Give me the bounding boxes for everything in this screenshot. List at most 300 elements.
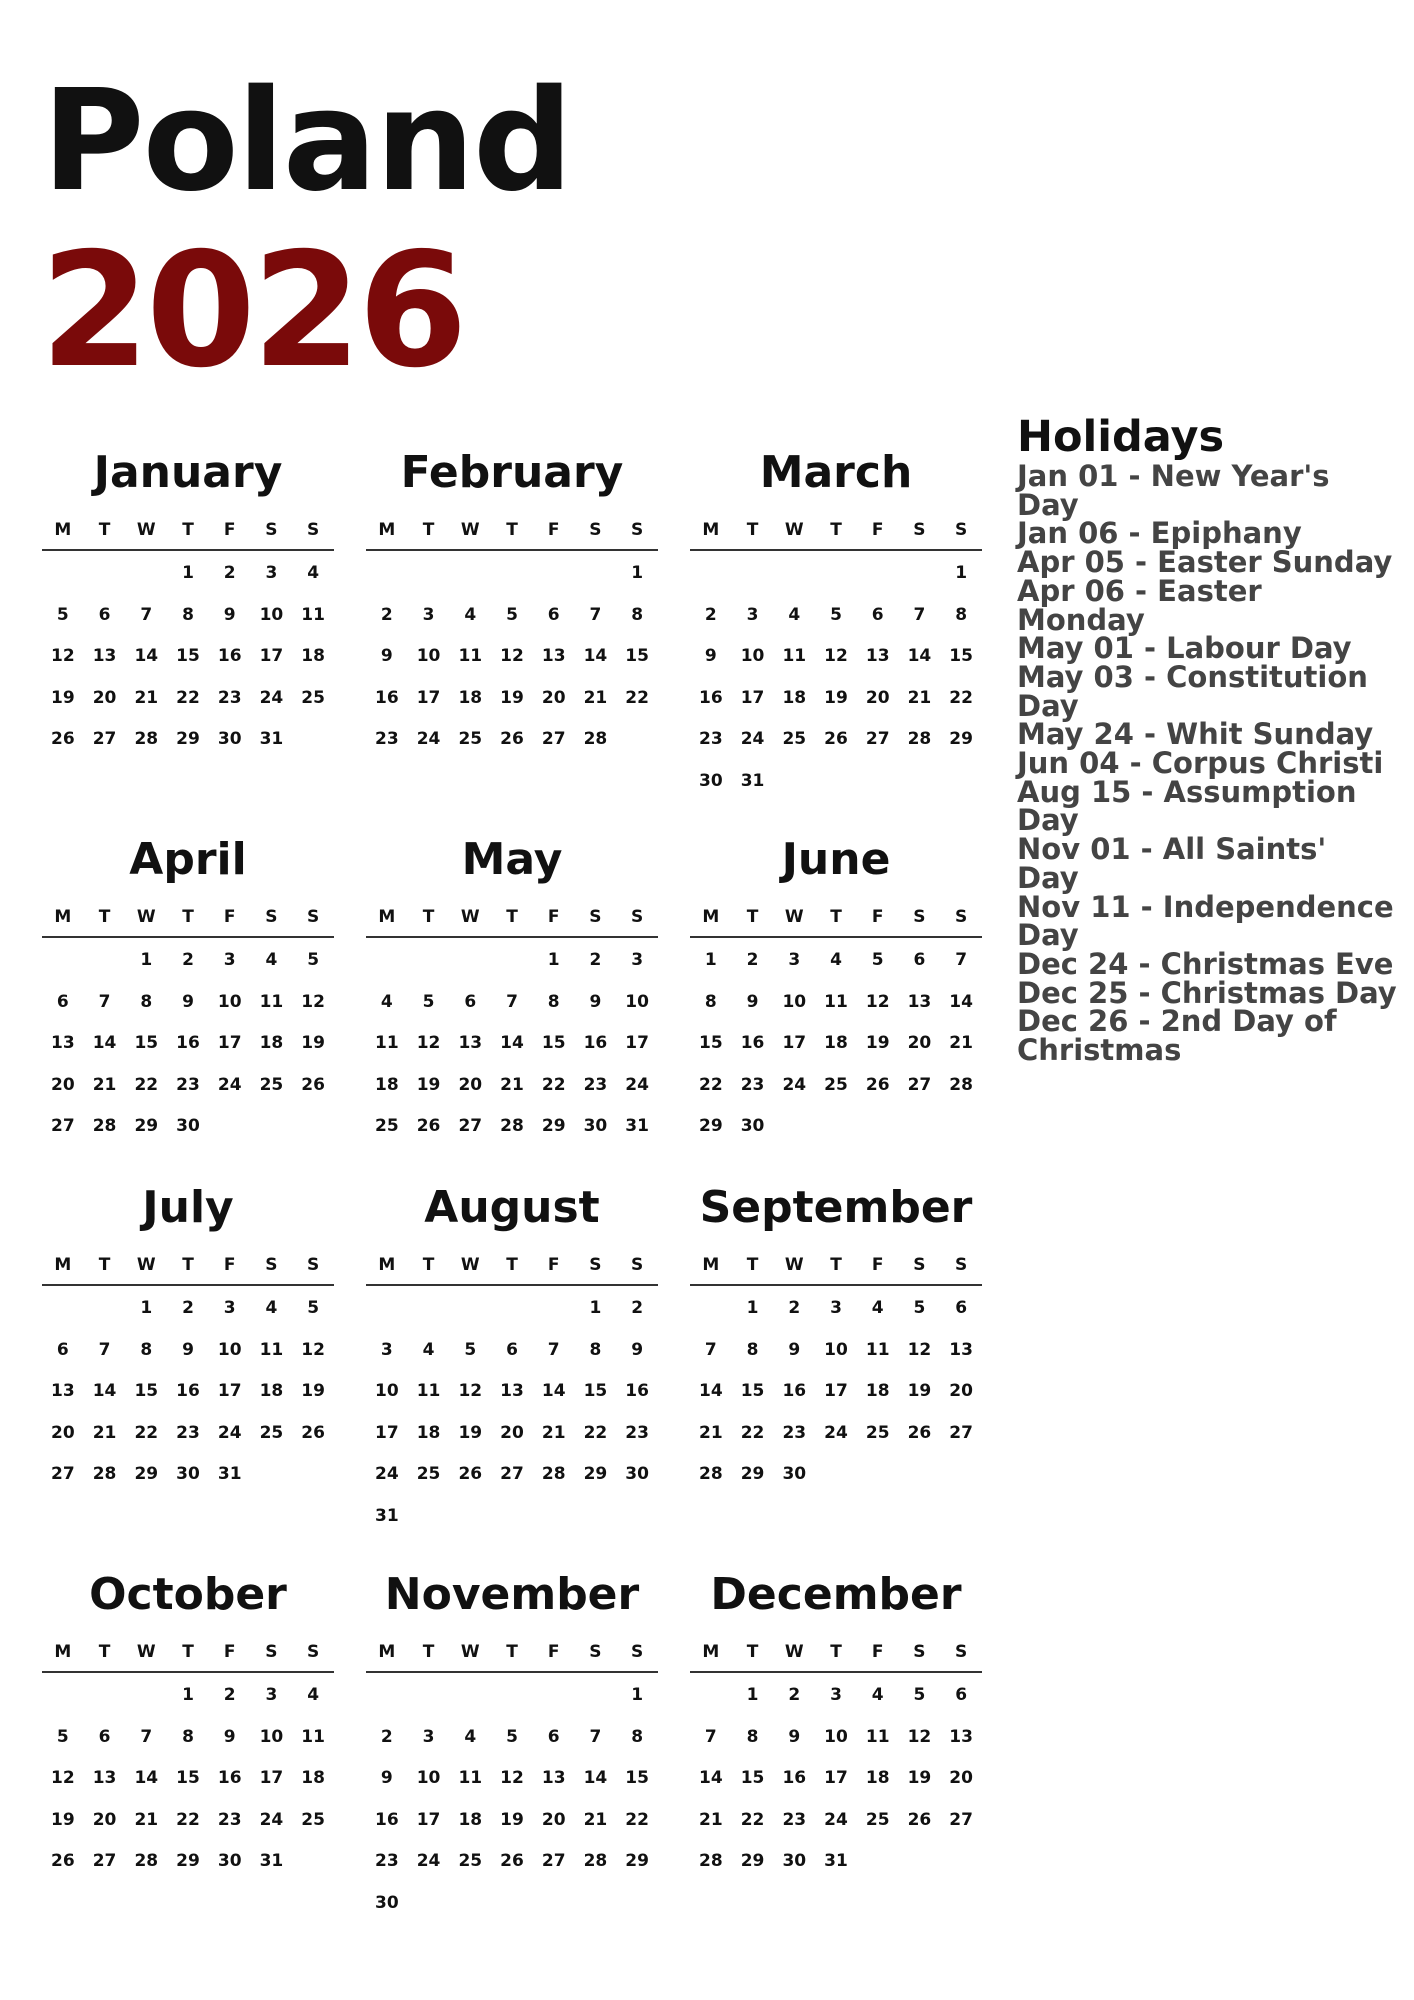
weekday-label: S xyxy=(589,520,602,540)
weekday-label: T xyxy=(182,1255,194,1275)
day-cell: 15 xyxy=(176,1768,200,1788)
day-cell: 12 xyxy=(51,646,75,666)
empty-day-cell xyxy=(125,1685,167,1727)
day-cell: 18 xyxy=(259,1033,284,1053)
day-cell: 16 xyxy=(625,1381,649,1401)
day-cell: 22 xyxy=(176,687,200,708)
day-cell: 20 xyxy=(500,1422,524,1443)
weekday-header xyxy=(690,520,982,551)
day-cell: 26 xyxy=(51,729,75,749)
day-cell: 14 xyxy=(92,1381,117,1401)
day-cell: 29 xyxy=(699,1116,723,1136)
day-cell: 7 xyxy=(140,1726,153,1747)
day-cell: 28 xyxy=(583,729,608,749)
day-cell: 24 xyxy=(824,1422,848,1443)
day-cell: 13 xyxy=(92,1768,117,1788)
weekday-label: F xyxy=(871,520,884,540)
weekday-label: T xyxy=(746,1255,759,1275)
weekday-label: T xyxy=(98,1255,111,1275)
day-cell: 25 xyxy=(782,729,807,749)
day-cell: 8 xyxy=(955,604,968,625)
day-cell: 18 xyxy=(458,1809,483,1830)
day-cell: 15 xyxy=(541,1033,566,1053)
day-cell: 25 xyxy=(865,1422,890,1443)
calendar-country-title: Poland xyxy=(42,60,572,223)
day-grid xyxy=(690,950,982,1158)
day-cell: 21 xyxy=(583,1809,608,1830)
weekday-label: S xyxy=(265,1642,278,1662)
weekday-header xyxy=(690,1642,982,1673)
day-cell: 10 xyxy=(625,991,649,1012)
day-cell: 24 xyxy=(259,687,284,708)
day-cell: 18 xyxy=(259,1381,284,1401)
day-cell: 18 xyxy=(301,1768,325,1788)
day-cell: 24 xyxy=(259,1809,284,1830)
day-cell: 1 xyxy=(140,950,153,970)
day-cell: 5 xyxy=(913,1685,926,1705)
day-cell: 28 xyxy=(92,1464,117,1484)
day-cell: 26 xyxy=(865,1074,890,1095)
day-cell: 17 xyxy=(625,1033,649,1053)
day-cell: 22 xyxy=(541,1074,566,1095)
day-cell: 7 xyxy=(98,1339,111,1360)
day-cell: 15 xyxy=(740,1381,765,1401)
day-cell: 14 xyxy=(500,1033,524,1053)
day-cell: 6 xyxy=(98,604,111,625)
month-name: February xyxy=(400,447,624,498)
day-grid xyxy=(690,1685,982,1893)
day-cell: 4 xyxy=(871,1298,884,1318)
day-cell: 1 xyxy=(704,950,717,970)
weekday-label: W xyxy=(784,1642,804,1662)
day-cell: 11 xyxy=(259,1339,284,1360)
day-cell: 10 xyxy=(416,646,441,666)
day-cell: 22 xyxy=(740,1809,765,1830)
day-cell: 14 xyxy=(583,646,608,666)
holidays-panel xyxy=(1017,412,1397,1068)
month-name: June xyxy=(781,834,891,885)
day-cell: 14 xyxy=(699,1768,723,1788)
empty-day-cell xyxy=(42,563,84,605)
day-cell: 19 xyxy=(865,1033,890,1053)
weekday-label: F xyxy=(871,1255,884,1275)
weekday-label: T xyxy=(182,1642,194,1662)
day-cell: 8 xyxy=(140,1339,153,1360)
day-cell: 4 xyxy=(464,1726,477,1747)
day-cell: 15 xyxy=(583,1381,608,1401)
weekday-label: S xyxy=(265,1255,278,1275)
day-cell: 26 xyxy=(416,1116,441,1136)
weekday-label: M xyxy=(702,907,720,927)
day-cell: 7 xyxy=(955,950,968,970)
day-cell: 10 xyxy=(782,991,807,1012)
day-cell: 30 xyxy=(217,729,242,749)
day-cell: 13 xyxy=(92,646,117,666)
day-cell: 6 xyxy=(955,1298,968,1318)
weekday-label: W xyxy=(460,1642,480,1662)
day-cell: 28 xyxy=(949,1074,973,1095)
day-cell: 20 xyxy=(541,1809,566,1830)
weekday-label: T xyxy=(506,907,518,927)
day-cell: 28 xyxy=(134,1851,159,1871)
weekday-label: S xyxy=(589,907,602,927)
empty-day-cell xyxy=(408,1298,450,1340)
day-cell: 7 xyxy=(547,1339,560,1360)
day-grid xyxy=(690,563,982,812)
holiday-item: Nov 11 - Independence Day xyxy=(1017,889,1394,953)
day-cell: 1 xyxy=(547,950,560,970)
day-cell: 27 xyxy=(51,1464,75,1484)
day-cell: 24 xyxy=(217,1422,242,1443)
empty-day-cell xyxy=(366,950,408,992)
weekday-label: F xyxy=(223,907,236,927)
empty-day-cell xyxy=(575,563,617,605)
empty-day-cell xyxy=(84,1298,126,1340)
day-cell: 15 xyxy=(625,646,649,666)
day-cell: 7 xyxy=(704,1339,717,1360)
day-cell: 14 xyxy=(699,1381,723,1401)
weekday-header xyxy=(42,1255,334,1286)
day-cell: 19 xyxy=(458,1422,483,1443)
day-cell: 11 xyxy=(458,646,483,666)
day-cell: 15 xyxy=(699,1033,723,1053)
day-cell: 22 xyxy=(583,1422,608,1443)
weekday-header xyxy=(366,520,658,551)
empty-day-cell xyxy=(690,1298,732,1340)
holiday-item: Aug 15 - Assumption Day xyxy=(1017,774,1357,838)
weekday-label: F xyxy=(223,1642,236,1662)
day-cell: 20 xyxy=(458,1074,483,1095)
day-cell: 18 xyxy=(301,646,325,666)
day-cell: 21 xyxy=(907,687,932,708)
month-july xyxy=(42,1183,334,1506)
day-cell: 6 xyxy=(464,991,477,1012)
empty-day-cell xyxy=(366,1685,408,1727)
day-cell: 22 xyxy=(176,1809,200,1830)
day-cell: 16 xyxy=(740,1033,765,1053)
day-cell: 4 xyxy=(788,604,801,625)
month-september xyxy=(690,1183,982,1506)
day-cell: 30 xyxy=(782,1851,807,1871)
day-cell: 5 xyxy=(307,1298,320,1318)
weekday-label: S xyxy=(631,520,644,540)
day-cell: 27 xyxy=(51,1116,75,1136)
day-cell: 20 xyxy=(949,1381,973,1401)
day-cell: 18 xyxy=(782,687,807,708)
day-cell: 4 xyxy=(307,563,320,583)
holiday-item: Apr 05 - Easter Sunday xyxy=(1017,545,1393,580)
day-cell: 13 xyxy=(541,1768,566,1788)
day-cell: 18 xyxy=(824,1033,848,1053)
day-cell: 26 xyxy=(301,1074,325,1095)
day-cell: 16 xyxy=(375,1809,399,1830)
weekday-label: S xyxy=(631,907,644,927)
day-cell: 24 xyxy=(740,729,765,749)
day-cell: 4 xyxy=(464,604,477,625)
day-cell: 26 xyxy=(500,729,524,749)
day-cell: 30 xyxy=(699,770,723,791)
day-cell: 12 xyxy=(301,1339,325,1360)
day-cell: 15 xyxy=(134,1381,159,1401)
day-cell: 1 xyxy=(746,1685,759,1705)
empty-day-cell xyxy=(125,563,167,605)
day-cell: 25 xyxy=(301,1809,325,1830)
day-cell: 29 xyxy=(134,1116,159,1136)
day-cell: 19 xyxy=(416,1074,441,1095)
weekday-label: W xyxy=(784,1255,804,1275)
empty-day-cell xyxy=(773,563,815,605)
day-cell: 2 xyxy=(182,950,194,970)
day-cell: 2 xyxy=(223,563,236,583)
empty-day-cell xyxy=(42,1685,84,1727)
day-cell: 5 xyxy=(506,1726,518,1747)
day-cell: 29 xyxy=(176,1851,200,1871)
day-cell: 6 xyxy=(56,991,69,1012)
month-may xyxy=(366,835,658,1158)
day-cell: 12 xyxy=(824,646,848,666)
month-march xyxy=(690,448,982,812)
day-cell: 28 xyxy=(92,1116,117,1136)
day-cell: 31 xyxy=(259,729,284,749)
day-cell: 2 xyxy=(788,1298,801,1318)
empty-day-cell xyxy=(366,563,408,605)
day-cell: 19 xyxy=(907,1768,932,1788)
month-name: August xyxy=(424,1182,600,1233)
weekday-label: S xyxy=(631,1642,644,1662)
day-cell: 13 xyxy=(51,1381,75,1401)
day-cell: 20 xyxy=(51,1422,75,1443)
weekday-label: T xyxy=(830,907,842,927)
day-cell: 21 xyxy=(92,1074,117,1095)
day-cell: 1 xyxy=(589,1298,602,1318)
day-cell: 20 xyxy=(92,687,117,708)
holiday-item: Dec 24 - Christmas Eve xyxy=(1017,946,1394,981)
empty-day-cell xyxy=(408,563,450,605)
day-cell: 19 xyxy=(301,1033,325,1053)
weekday-label: F xyxy=(547,907,560,927)
weekday-label: S xyxy=(307,520,320,540)
day-cell: 31 xyxy=(625,1116,649,1136)
day-cell: 12 xyxy=(907,1726,932,1747)
weekday-label: T xyxy=(422,1642,435,1662)
month-name: November xyxy=(384,1569,640,1620)
day-cell: 19 xyxy=(301,1381,325,1401)
day-cell: 20 xyxy=(865,687,890,708)
day-cell: 23 xyxy=(217,687,242,708)
month-name: October xyxy=(89,1569,287,1620)
day-cell: 23 xyxy=(176,1422,200,1443)
day-cell: 11 xyxy=(301,1726,325,1747)
day-cell: 9 xyxy=(380,646,393,666)
day-cell: 11 xyxy=(458,1768,483,1788)
day-cell: 5 xyxy=(422,991,435,1012)
day-cell: 14 xyxy=(583,1768,608,1788)
day-grid xyxy=(366,563,658,771)
day-cell: 10 xyxy=(375,1381,399,1401)
day-cell: 3 xyxy=(631,950,644,970)
day-cell: 10 xyxy=(217,1339,242,1360)
day-cell: 23 xyxy=(375,1851,399,1871)
day-cell: 28 xyxy=(583,1851,608,1871)
empty-day-cell xyxy=(84,563,126,605)
day-cell: 13 xyxy=(500,1381,524,1401)
day-cell: 3 xyxy=(746,604,759,625)
day-cell: 29 xyxy=(583,1464,608,1484)
day-cell: 6 xyxy=(547,1726,560,1747)
day-cell: 7 xyxy=(140,604,153,625)
day-cell: 29 xyxy=(176,729,200,749)
day-cell: 22 xyxy=(625,687,649,708)
weekday-header xyxy=(42,520,334,551)
weekday-label: W xyxy=(136,520,156,540)
day-cell: 19 xyxy=(824,687,848,708)
month-name: December xyxy=(710,1569,962,1620)
day-cell: 2 xyxy=(589,950,602,970)
weekday-label: T xyxy=(746,1642,759,1662)
day-cell: 21 xyxy=(949,1033,973,1053)
day-cell: 23 xyxy=(176,1074,200,1095)
day-cell: 31 xyxy=(217,1464,242,1484)
day-cell: 16 xyxy=(176,1033,200,1053)
day-cell: 6 xyxy=(98,1726,111,1747)
day-cell: 17 xyxy=(782,1033,807,1053)
weekday-label: M xyxy=(378,1255,396,1275)
month-august xyxy=(366,1183,658,1547)
day-cell: 8 xyxy=(589,1339,602,1360)
day-cell: 29 xyxy=(134,1464,159,1484)
day-cell: 24 xyxy=(375,1464,399,1484)
day-cell: 12 xyxy=(907,1339,932,1360)
day-cell: 5 xyxy=(506,604,518,625)
day-cell: 17 xyxy=(416,1809,441,1830)
day-cell: 11 xyxy=(259,991,284,1012)
day-cell: 8 xyxy=(140,991,153,1012)
weekday-label: W xyxy=(136,1642,156,1662)
weekday-label: F xyxy=(547,1642,560,1662)
day-cell: 9 xyxy=(589,991,602,1012)
month-december xyxy=(690,1570,982,1893)
day-cell: 8 xyxy=(182,1726,194,1747)
day-cell: 5 xyxy=(307,950,320,970)
weekday-header xyxy=(366,1255,658,1286)
day-cell: 26 xyxy=(824,729,848,749)
month-april xyxy=(42,835,334,1158)
day-cell: 24 xyxy=(782,1074,807,1095)
weekday-label: T xyxy=(746,520,759,540)
day-cell: 9 xyxy=(746,991,759,1012)
holiday-item: Dec 26 - 2nd Day of Christmas xyxy=(1017,1004,1337,1068)
day-cell: 20 xyxy=(907,1033,932,1053)
weekday-label: F xyxy=(547,520,560,540)
day-cell: 17 xyxy=(217,1033,242,1053)
weekday-label: W xyxy=(784,520,804,540)
weekday-label: S xyxy=(589,1255,602,1275)
day-cell: 13 xyxy=(458,1033,483,1053)
day-cell: 28 xyxy=(134,729,159,749)
day-cell: 25 xyxy=(458,1851,483,1871)
weekday-label: S xyxy=(913,1255,926,1275)
weekday-label: T xyxy=(830,1642,842,1662)
day-cell: 26 xyxy=(907,1422,932,1443)
day-cell: 12 xyxy=(458,1381,483,1401)
day-cell: 10 xyxy=(259,1726,284,1747)
day-cell: 9 xyxy=(704,646,717,666)
month-january xyxy=(42,448,334,771)
day-cell: 25 xyxy=(259,1074,284,1095)
empty-day-cell xyxy=(491,1685,533,1727)
weekday-label: S xyxy=(955,907,968,927)
day-cell: 3 xyxy=(830,1685,842,1705)
day-cell: 25 xyxy=(375,1116,399,1136)
day-cell: 7 xyxy=(913,604,926,625)
empty-day-cell xyxy=(449,563,491,605)
day-cell: 2 xyxy=(182,1298,194,1318)
day-cell: 11 xyxy=(865,1726,890,1747)
day-cell: 17 xyxy=(740,687,765,708)
day-cell: 28 xyxy=(500,1116,524,1136)
day-cell: 6 xyxy=(506,1339,518,1360)
day-cell: 28 xyxy=(699,1851,723,1871)
day-cell: 31 xyxy=(259,1851,284,1871)
empty-day-cell xyxy=(732,563,774,605)
weekday-label: W xyxy=(460,520,480,540)
day-cell: 17 xyxy=(824,1381,848,1401)
day-grid xyxy=(366,950,658,1158)
day-cell: 10 xyxy=(740,646,765,666)
empty-day-cell xyxy=(42,1298,84,1340)
day-cell: 26 xyxy=(458,1464,483,1484)
day-cell: 16 xyxy=(782,1381,807,1401)
day-cell: 18 xyxy=(375,1074,399,1095)
empty-day-cell xyxy=(533,1298,575,1340)
day-cell: 30 xyxy=(625,1464,649,1484)
day-cell: 23 xyxy=(583,1074,608,1095)
weekday-label: T xyxy=(98,520,111,540)
day-cell: 4 xyxy=(830,950,842,970)
day-cell: 2 xyxy=(380,1726,393,1747)
day-cell: 30 xyxy=(217,1851,242,1871)
weekday-label: F xyxy=(223,520,236,540)
weekday-header xyxy=(690,907,982,938)
day-cell: 13 xyxy=(541,646,566,666)
weekday-label: T xyxy=(746,907,759,927)
day-cell: 21 xyxy=(583,687,608,708)
day-cell: 2 xyxy=(223,1685,236,1705)
day-cell: 3 xyxy=(422,604,435,625)
empty-day-cell xyxy=(815,563,857,605)
day-cell: 28 xyxy=(541,1464,566,1484)
empty-day-cell xyxy=(690,563,732,605)
empty-day-cell xyxy=(899,563,941,605)
day-cell: 24 xyxy=(625,1074,649,1095)
day-cell: 24 xyxy=(416,729,441,749)
day-cell: 10 xyxy=(824,1726,848,1747)
day-cell: 21 xyxy=(134,1809,159,1830)
day-cell: 17 xyxy=(259,1768,284,1788)
empty-day-cell xyxy=(533,563,575,605)
day-cell: 20 xyxy=(949,1768,973,1788)
day-grid xyxy=(366,1298,658,1547)
day-cell: 25 xyxy=(301,687,325,708)
day-cell: 29 xyxy=(740,1851,765,1871)
day-cell: 1 xyxy=(182,563,194,583)
day-cell: 14 xyxy=(907,646,932,666)
holiday-item: Apr 06 - Easter Monday xyxy=(1017,573,1262,637)
day-cell: 31 xyxy=(740,770,765,791)
day-cell: 4 xyxy=(307,1685,320,1705)
empty-day-cell xyxy=(690,1685,732,1727)
day-cell: 1 xyxy=(140,1298,153,1318)
